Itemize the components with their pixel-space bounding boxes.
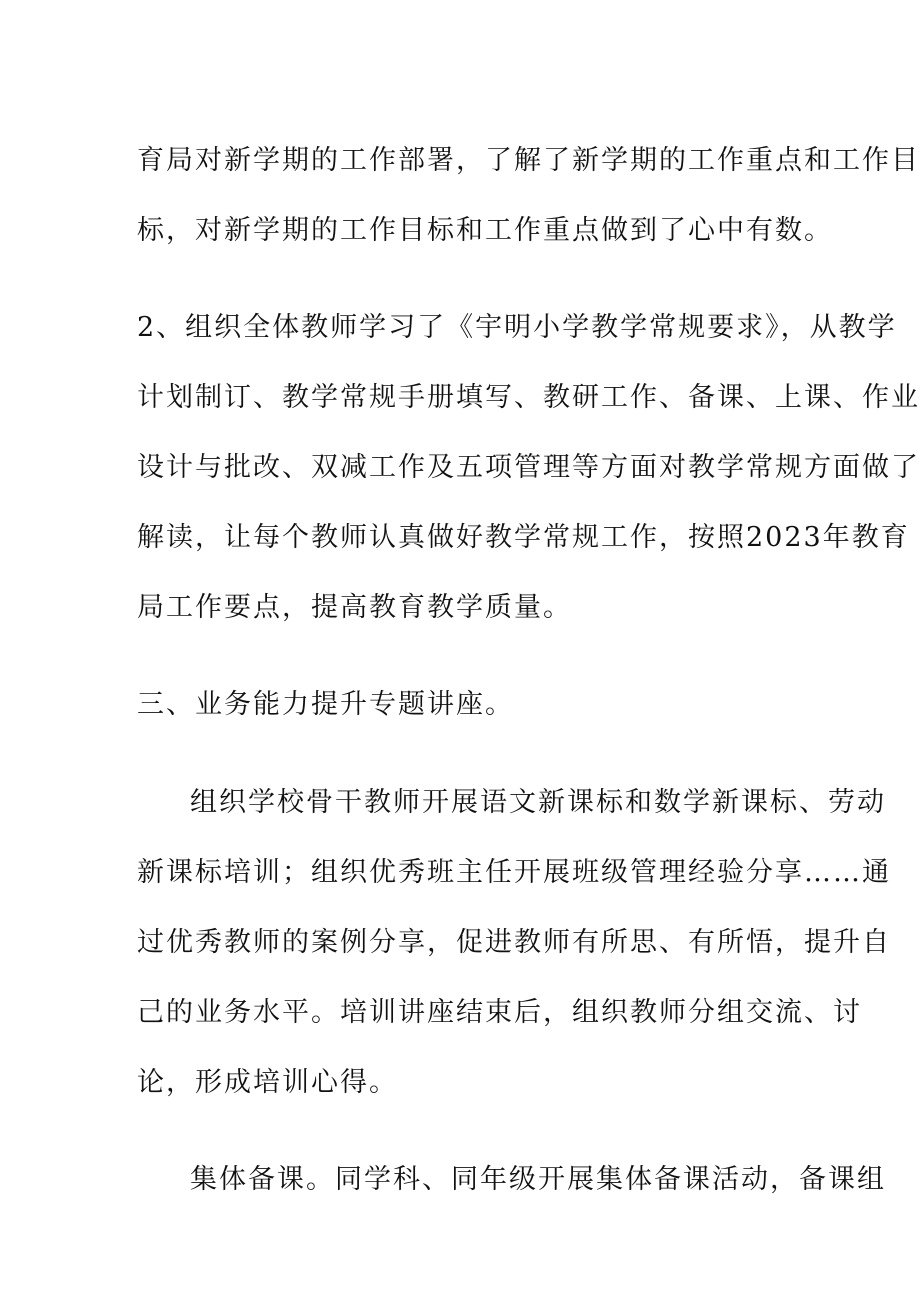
text-line: 局工作要点，提高教育教学质量。 [137,592,572,623]
text-line: 2、组织全体教师学习了《宇明小学教学常规要求》，从教学 [137,312,897,343]
text-line: 新课标培训；组织优秀班主任开展班级管理经验分享……通 [137,857,891,888]
text-line: 标，对新学期的工作目标和工作重点做到了心中有数。 [137,215,833,246]
text-line: 己的业务水平。培训讲座结束后，组织教师分组交流、讨 [137,997,862,1028]
text-line: 设计与批改、双减工作及五项管理等方面对教学常规方面做了 [137,452,920,483]
text-line: 育局对新学期的工作部署，了解了新学期的工作重点和工作目 [137,145,920,176]
text-line: 组织学校骨干教师开展语文新课标和数学新课标、劳动 [190,787,886,818]
section-heading: 三、业务能力提升专题讲座。 [137,689,514,720]
text-line: 过优秀教师的案例分享，促进教师有所思、有所悟，提升自 [137,927,891,958]
text-line: 解读，让每个教师认真做好教学常规工作，按照2023年教育 [137,522,910,553]
text-line: 集体备课。同学科、同年级开展集体备课活动，备课组 [190,1164,886,1195]
text-line: 论，形成培训心得。 [137,1067,398,1098]
text-line: 计划制订、教学常规手册填写、教研工作、备课、上课、作业 [137,382,920,413]
